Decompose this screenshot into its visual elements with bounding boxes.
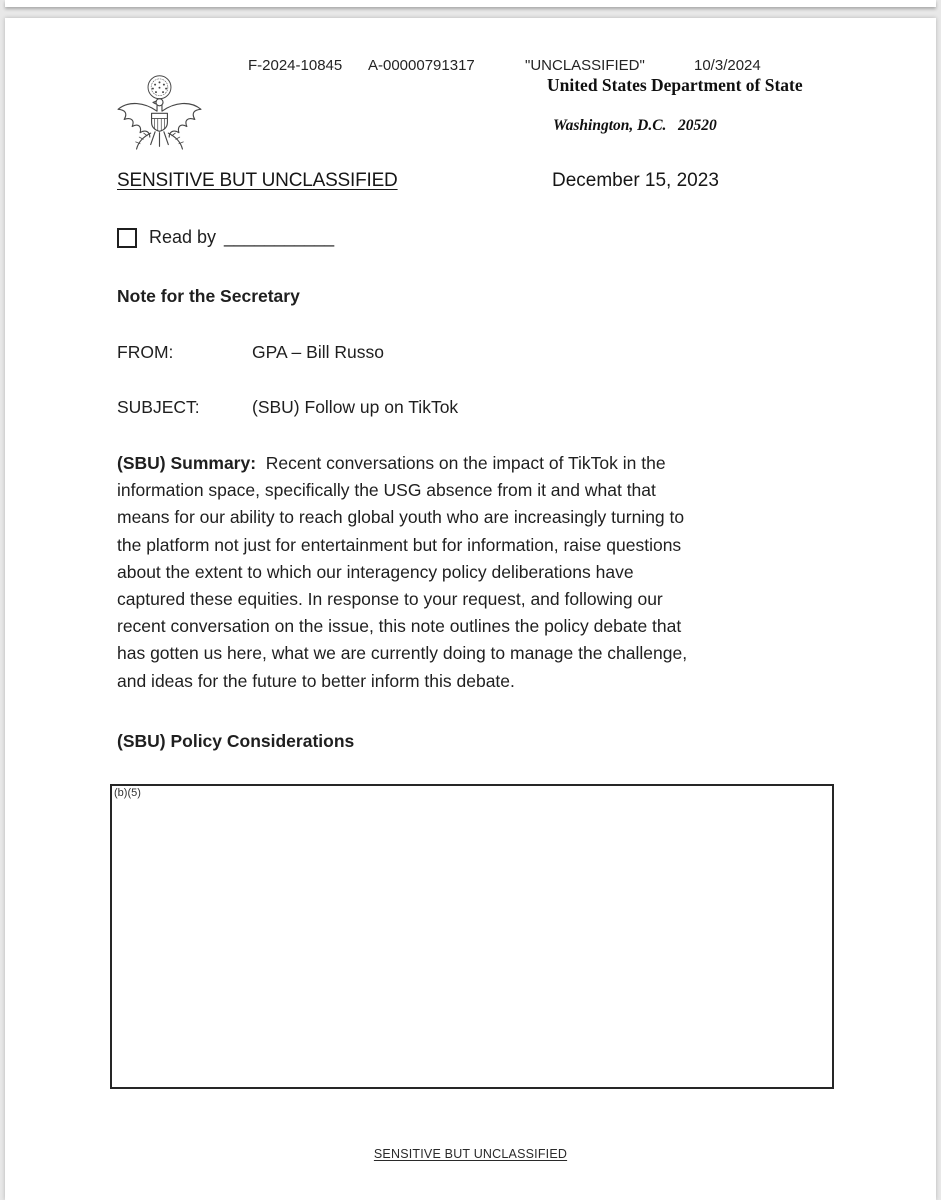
from-value: GPA – Bill Russo xyxy=(252,342,384,362)
release-date: 10/3/2024 xyxy=(694,57,761,74)
summary-line xyxy=(117,450,687,477)
case-number: F-2024-10845 xyxy=(248,57,343,74)
us-great-seal-icon xyxy=(111,73,208,165)
summary-line: has gotten us here, what we are currently doing to manage the challenge, xyxy=(117,643,688,664)
summary-lead: (SBU) Summary: xyxy=(117,453,257,473)
read-by-label: Read by xyxy=(149,227,217,247)
summary-line: recent conversation on the issue, this note outlines the policy debate that xyxy=(117,616,682,637)
subject-row xyxy=(117,397,458,418)
redaction-exemption-label: (b)(5) xyxy=(114,787,141,799)
summary-line: means for our ability to reach global youth who are increasingly turning to xyxy=(117,507,685,528)
summary-line: about the extent to which our interagency policy deliberations have xyxy=(117,561,634,582)
read-by-row xyxy=(117,227,334,248)
from-label: FROM: xyxy=(117,342,174,362)
document-id: A-00000791317 xyxy=(368,57,475,74)
summary-line: captured these equities. In response to your request, and following our xyxy=(117,589,663,610)
classification-banner-footer: SENSITIVE BUT UNCLASSIFIED xyxy=(373,1147,568,1161)
summary-line-text: Recent conversations on the impact of TikTok in the xyxy=(256,453,666,473)
summary-line: and ideas for the future to better inform this debate. xyxy=(117,670,515,691)
from-row xyxy=(117,342,384,363)
document-page xyxy=(5,18,936,1200)
summary-line: information space, specifically the USG absence from it and what that xyxy=(117,480,656,501)
classification-banner-top: SENSITIVE BUT UNCLASSIFIED xyxy=(117,170,398,191)
document-date: December 15, 2023 xyxy=(552,170,719,191)
subject-value: (SBU) Follow up on TikTok xyxy=(252,397,459,417)
document-title: Note for the Secretary xyxy=(117,286,300,306)
letterhead-city: Washington, D.C. 20520 xyxy=(553,117,717,134)
redaction-box xyxy=(110,784,834,1089)
previous-page-bottom-edge xyxy=(5,0,936,7)
checkbox-icon xyxy=(117,228,137,248)
subject-label: SUBJECT: xyxy=(117,397,200,417)
policy-considerations-heading: (SBU) Policy Considerations xyxy=(117,731,355,751)
read-by-blank: ___________ xyxy=(224,227,335,247)
classification-marking: "UNCLASSIFIED" xyxy=(525,57,645,74)
summary-paragraph xyxy=(117,450,687,695)
summary-line: the platform not just for entertainment but for information, raise questions xyxy=(117,534,682,555)
letterhead-department: United States Department of State xyxy=(547,75,803,95)
